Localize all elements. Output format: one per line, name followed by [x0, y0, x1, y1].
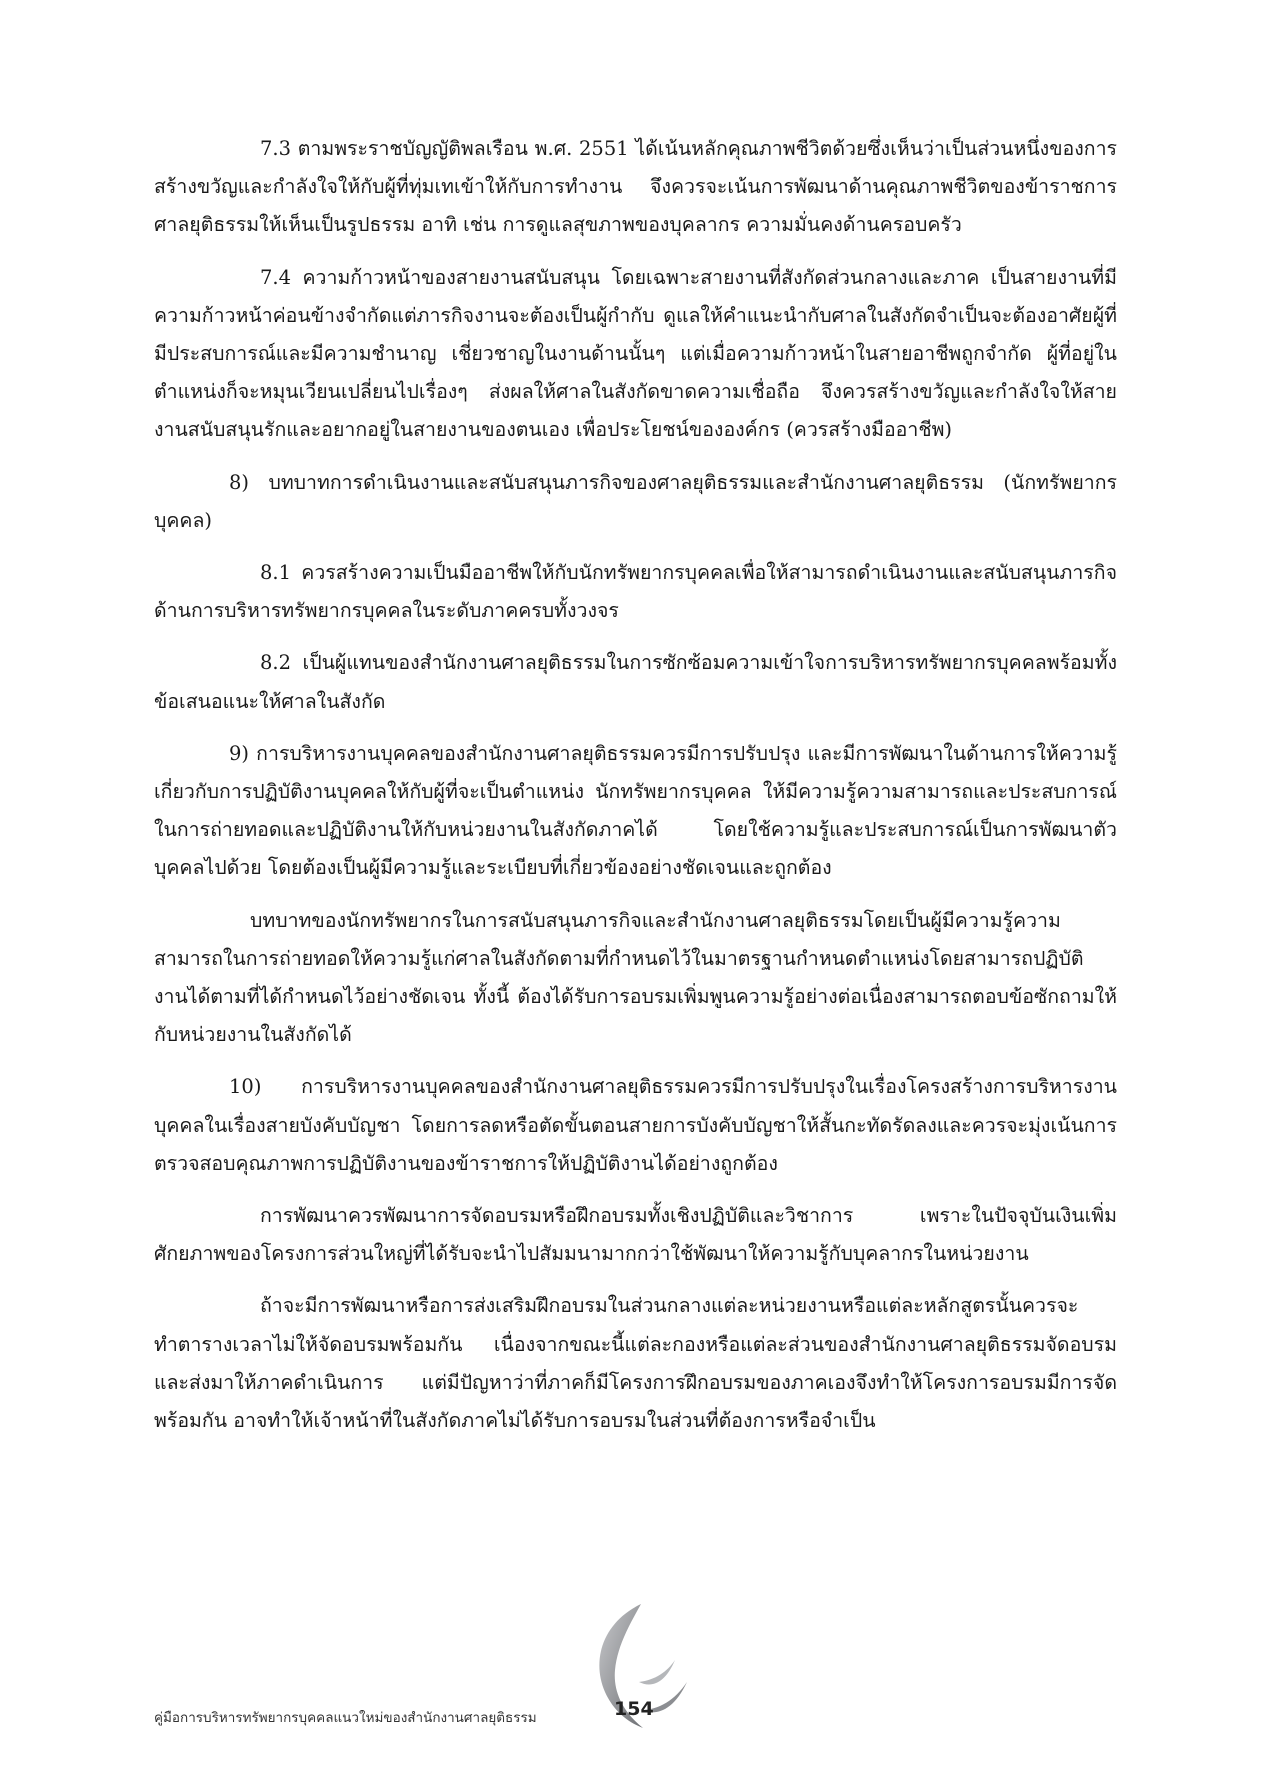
paragraph-8: 8) บทบาทการดำเนินงานและสนับสนุนภารกิจของศาลยุติธรรมและสำนักงานศาลยุติธรรม (นักทรัพยากรบุคคล)	[154, 470, 1117, 532]
paragraph-7-3: 7.3 ตามพระราชบัญญัติพลเรือน พ.ศ. 2551 ได้เน้นหลักคุณภาพชีวิตด้วยซึ่งเห็นว่าเป็นส่วนหนึ่งของการสร้างขวัญและกำลังใจให้กับผู้ที่ทุ่มเทเข้าให้กับการทำงาน จึงควรจะเน้นการพัฒนาด้านคุณภาพชีวิตของข้าราชการศาลยุติธรรมให้เห็นเป็นรูปธรรม อาทิ เช่น การดูแลสุขภาพของบุคลากร ความมั่นคงด้านครอบครัว	[154, 137, 1117, 237]
footer-title: คู่มือการบริหารทรัพยากรบุคคลแนวใหม่ของสำนักงานศาลยุติธรรม	[154, 1710, 537, 1726]
paragraph-8-2: 8.2 เป็นผู้แทนของสำนักงานศาลยุติธรรมในการซักซ้อมความเข้าใจการบริหารทรัพยากรบุคคลพร้อมทั้งข้อเสนอแนะให้ศาลในสังกัด	[154, 651, 1117, 713]
page-number: 154	[614, 1698, 654, 1720]
paragraph-8-1: 8.1 ควรสร้างความเป็นมืออาชีพให้กับนักทรัพยากรบุคคลเพื่อให้สามารถดำเนินงานและสนับสนุนภารกิจด้านการบริหารทรัพยากรบุคคลในระดับภาคครบทั้งวงจร	[154, 561, 1117, 623]
paragraph-9: 9) การบริหารงานบุคคลของสำนักงานศาลยุติธรรมควรมีการปรับปรุง และมีการพัฒนาในด้านการให้ความรู้เกี่ยวกับการปฏิบัติงานบุคคลให้กับผู้ที่จะเป็นตำแหน่ง นักทรัพยากรบุคคล ให้มีความรู้ความสามารถและประสบการณ์ในการถ่ายทอดและปฏิบัติงานให้กับหน่วยงานในสังกัดภาคได้ โดยใช้ความรู้และประสบการณ์เป็นการพัฒนาตัวบุคคลไปด้วย โดยต้องเป็นผู้มีความรู้และระเบียบที่เกี่ยวข้องอย่างชัดเจนและถูกต้อง	[154, 741, 1117, 880]
paragraph-10-training: การพัฒนาควรพัฒนาการจัดอบรมหรือฝึกอบรมทั้งเชิงปฏิบัติและวิชาการ เพราะในปัจจุบันเงินเพิ่มศักยภาพของโครงการส่วนใหญ่ที่ได้รับจะนำไปสัมมนามากกว่าใช้พัฒนาให้ความรู้กับบุคลากรในหน่วยงาน	[154, 1204, 1117, 1266]
document-body	[154, 130, 1117, 1454]
paragraph-10: 10) การบริหารงานบุคคลของสำนักงานศาลยุติธรรมควรมีการปรับปรุงในเรื่องโครงสร้างการบริหารงานบุคคลในเรื่องสายบังคับบัญชา โดยการลดหรือตัดขั้นตอนสายการบังคับบัญชาให้สั้นกะทัดรัดลงและควรจะมุ่งเน้นการตรวจสอบคุณภาพการปฏิบัติงานของข้าราชการให้ปฏิบัติงานได้อย่างถูกต้อง	[154, 1075, 1117, 1175]
paragraph-7-4: 7.4 ความก้าวหน้าของสายงานสนับสนุน โดยเฉพาะสายงานที่สังกัดส่วนกลางและภาค เป็นสายงานที่มีความก้าวหน้าค่อนข้างจำกัดแต่ภารกิจงานจะต้องเป็นผู้กำกับ ดูแลให้คำแนะนำกับศาลในสังกัดจำเป็นจะต้องอาศัยผู้ที่มีประสบการณ์และมีความชำนาญ เชี่ยวชาญในงานด้านนั้นๆ แต่เมื่อความก้าวหน้าในสายอาชีพถูกจำกัด ผู้ที่อยู่ในตำแหน่งก็จะหมุนเวียนเปลี่ยนไปเรื่องๆ ส่งผลให้ศาลในสังกัดขาดความเชื่อถือ จึงควรสร้างขวัญและกำลังใจให้สายงานสนับสนุนรักและอยากอยู่ในสายงานของตนเอง เพื่อประโยชน์ขององค์กร (ควรสร้างมืออาชีพ)	[154, 265, 1117, 442]
paragraph-9-role: บทบาทของนักทรัพยากรในการสนับสนุนภารกิจและสำนักงานศาลยุติธรรมโดยเป็นผู้มีความรู้ความสามารถในการถ่ายทอดให้ความรู้แก่ศาลในสังกัดตามที่กำหนดไว้ในมาตรฐานกำหนดตำแหน่งโดยสามารถปฏิบัติงานได้ตามที่ได้กำหนดไว้อย่างชัดเจน ทั้งนี้ ต้องได้รับการอบรมเพิ่มพูนความรู้อย่างต่อเนื่องสามารถตอบข้อซักถามให้กับหน่วยงานในสังกัดได้	[154, 908, 1117, 1047]
paragraph-10-schedule: ถ้าจะมีการพัฒนาหรือการส่งเสริมฝึกอบรมในส่วนกลางแต่ละหน่วยงานหรือแต่ละหลักสูตรนั้นควรจะทำตารางเวลาไม่ให้จัดอบรมพร้อมกัน เนื่องจากขณะนี้แต่ละกองหรือแต่ละส่วนของสำนักงานศาลยุติธรรมจัดอบรมและส่งมาให้ภาคดำเนินการ แต่มีปัญหาว่าที่ภาคก็มีโครงการฝึกอบรมของภาคเองจึงทำให้โครงการอบรมมีการจัดพร้อมกัน อาจทำให้เจ้าหน้าที่ในสังกัดภาคไม่ได้รับการอบรมในส่วนที่ต้องการหรือจำเป็น	[154, 1294, 1117, 1433]
